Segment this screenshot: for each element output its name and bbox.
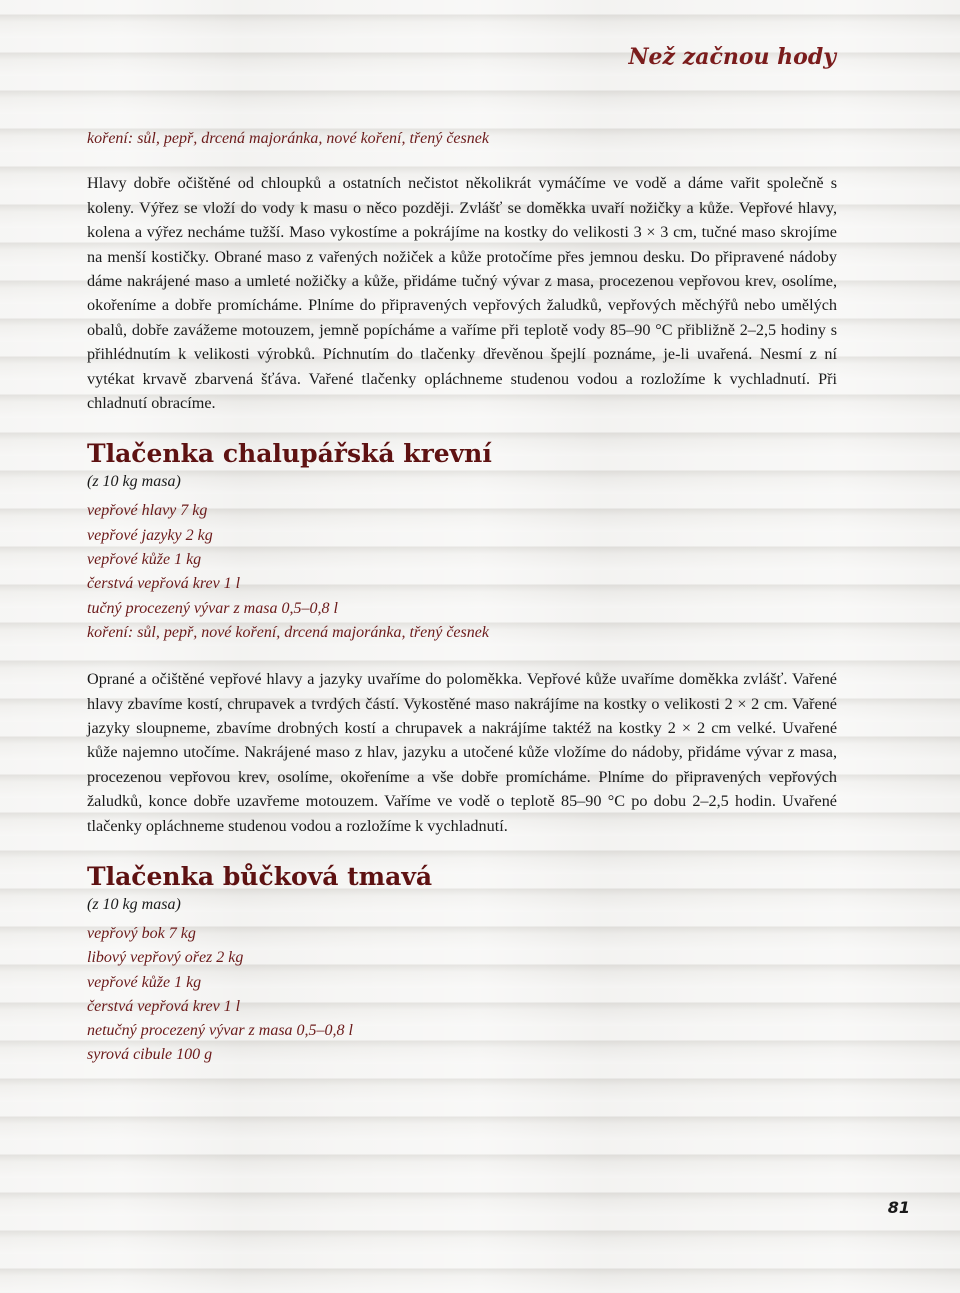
recipe-title: Tlačenka bůčková tmavá <box>87 861 433 891</box>
ingredient-item: čerstvá vepřová krev 1 l <box>87 575 241 593</box>
ingredient-item: libový vepřový ořez 2 kg <box>87 949 244 967</box>
intro-paragraph: Hlavy dobře očištěné od chloupků a ostatních nečistot několikrát vymáčíme ve vodě a dáme vařit společně s koleny. Výřez se vloží do vody k masu o něco později. Zvlášť se doměkka uvaří nožičky a kůže. Vepřové hlavy, kolena a výřez necháme tužší. Maso vykostíme a pokrájíme na kostky do velikosti 3 × 3 cm, tučné maso skrojíme na menší kostičky. Obrané maso z vařených nožiček a kůže protočíme přes jemnou desku. Do připravené nádoby dáme nakrájené maso a umleté nožičky a kůže, přidáme tučný vývar z masa, procezenou vepřovou krev, osolíme, okořeníme a dobře promícháme. Plníme do připravených vepřových žaludků, vepřových měchýřů nebo umělých obalů, dobře zavážeme motouzem, jemně popícháme a vaříme při teplotě vody 85–90 °C přibližně 2–2,5 hodiny s přihlédnutím k velikosti výrobků. Píchnutím do tlačenky dřevěnou špejlí poznáme, je-li uvařená. Nesmí z ní vytékat krvavě zbarvená šťáva. Vařené tlačenky opláchneme studenou vodou a rozložíme k vychladnutí. Při chladnutí obracíme. <box>87 174 837 412</box>
recipe-quantity: (z 10 kg masa) <box>87 895 181 913</box>
recipe-title: Tlačenka chalupářská krevní <box>87 439 492 469</box>
ingredient-item: vepřové hlavy 7 kg <box>87 502 208 520</box>
running-header: Než začnou hody <box>628 44 836 70</box>
ingredient-item: koření: sůl, pepř, nové koření, drcená majoránka, třený česnek <box>87 623 489 641</box>
recipe-2 <box>87 860 837 1068</box>
recipe-quantity: (z 10 kg masa) <box>87 473 181 491</box>
intro-spices: koření: sůl, pepř, drcená majoránka, nové koření, třený česnek <box>87 130 489 147</box>
ingredient-item: vepřové jazyky 2 kg <box>87 526 213 544</box>
page-number: 81 <box>887 1198 910 1217</box>
recipe-instructions: Oprané a očištěné vepřové hlavy a jazyky uvaříme do poloměkka. Vepřové kůže uvaříme doměkka zvlášť. Vařené hlavy zbavíme kostí, chrupavek a tvrdých částí. Vykostěné maso nakrájíme na kostky o velikosti 2 × 2 cm. Vařené jazyky sloupneme, zbavíme drobných kostí a chrupavek a nakrájíme taktéž na kostky 2 × 2 cm velké. Uvařené kůže najemno utočíme. Nakrájené maso z hlav, jazyku a utočené kůže vložíme do nádoby, přidáme vývar z masa, procezenou vepřovou krev, osolíme, okořeníme a vše dobře promícháme. Plníme do připravených vepřových žaludků, konce dobře uzavřeme motouzem. Vaříme ve vodě o teplotě 85–90 °C po dobu 2–2,5 hodin. Uvařené tlačenky opláchneme studenou vodou a rozložíme k vychladnutí. <box>87 670 837 835</box>
ingredient-item: netučný procezený vývar z masa 0,5–0,8 l <box>87 1022 353 1040</box>
ingredient-list <box>87 922 837 1068</box>
ingredient-item: vepřové kůže 1 kg <box>87 973 202 991</box>
page-content <box>87 127 837 1068</box>
ingredient-item: tučný procezený vývar z masa 0,5–0,8 l <box>87 599 338 617</box>
ingredient-item: čerstvá vepřová krev 1 l <box>87 997 241 1015</box>
ingredient-list <box>87 499 837 645</box>
ingredient-item: vepřový bok 7 kg <box>87 924 196 942</box>
ingredient-item: vepřové kůže 1 kg <box>87 550 202 568</box>
recipe-1 <box>87 437 837 838</box>
ingredient-item: syrová cibule 100 g <box>87 1046 213 1064</box>
